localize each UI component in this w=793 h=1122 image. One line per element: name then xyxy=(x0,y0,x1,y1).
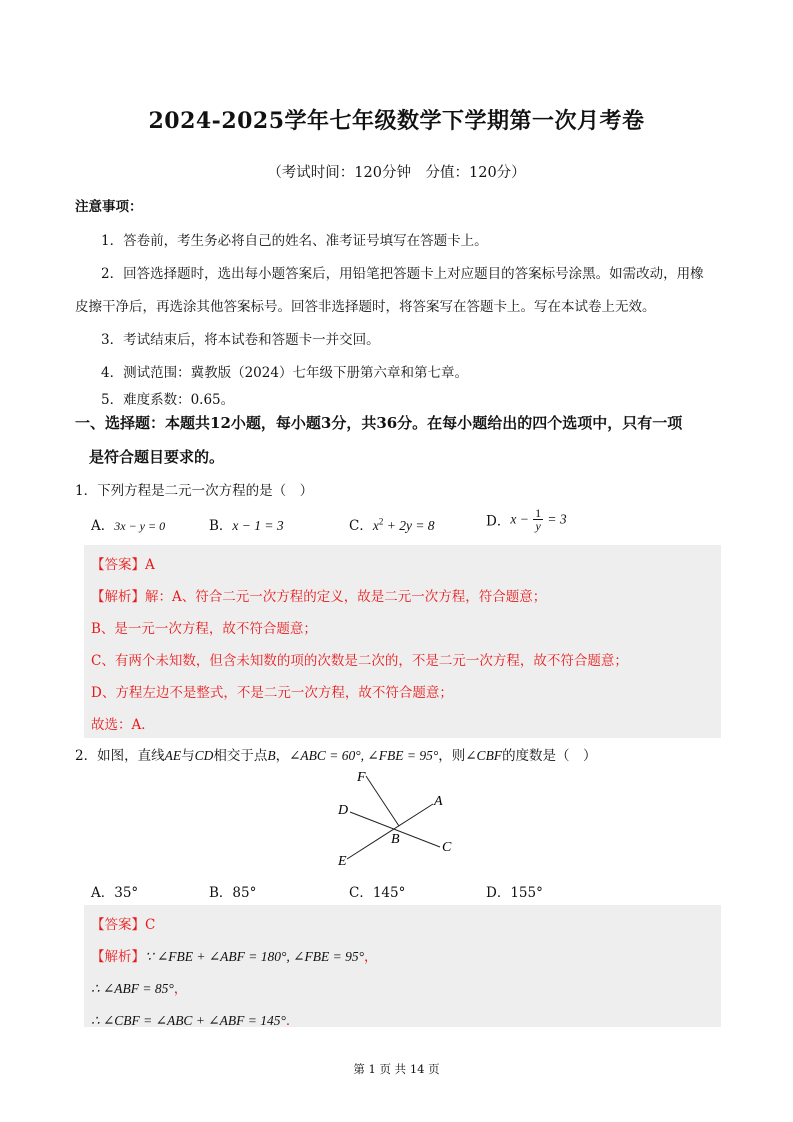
option-formula: 3x − y = 0 xyxy=(114,519,166,533)
page-title: 2024-2025学年七年级数学下学期第一次月考卷 xyxy=(148,108,645,134)
note-item: 2．回答选择题时，选出每小题答案后，用铅笔把答题卡上对应题目的答案标号涂黑。如需改动，用橡 xyxy=(101,266,704,282)
label-b: B xyxy=(391,832,400,847)
q1-analysis-line: 故选：A． xyxy=(91,717,155,733)
option-label: A． xyxy=(91,518,115,534)
section-heading-continued: 是符合题目要求的。 xyxy=(89,448,225,466)
q1-option-b xyxy=(209,514,284,534)
note-item-continued: 皮擦干净后，再选涂其他答案标号。回答非选择题时，将答案写在答题卡上。写在本试卷上无效。 xyxy=(75,299,656,315)
q2-analysis-line: ∴ ∠CBF = ∠ABC + ∠ABF = 145°． xyxy=(91,1013,300,1029)
q2-analysis-line: 【解析】∵ ∠FBE + ∠ABF = 180°, ∠FBE = 95°， xyxy=(91,949,378,965)
label-c: C xyxy=(442,840,452,855)
note-item: 5．难度系数：0.65。 xyxy=(101,392,235,408)
option-label: C． xyxy=(349,518,373,534)
exam-info: （考试时间：120分钟 分值：120分） xyxy=(267,165,526,181)
option-formula: x − xyxy=(510,511,529,527)
line-fb xyxy=(366,776,399,826)
q2-option-d: D．155° xyxy=(486,885,543,901)
q2-option-a: A．35° xyxy=(91,885,139,901)
q1-option-c xyxy=(349,514,435,534)
note-item: 1．答卷前，考生务必将自己的姓名、准考证号填写在答题卡上。 xyxy=(101,233,488,249)
label-a: A xyxy=(434,794,443,809)
question-2-stem: 2．如图，直线AE与CD相交于点B，∠ABC = 60°, ∠FBE = 95°，则∠CBF的度数是（ ） xyxy=(75,748,597,764)
q1-analysis-line: B、是一元一次方程，故不符合题意； xyxy=(91,621,317,637)
option-label: D． xyxy=(486,513,511,530)
section-heading: 一、选择题：本题共12小题，每小题3分，共36分。在每小题给出的四个选项中，只有一项 xyxy=(75,414,683,432)
q2-analysis-line: ∴ ∠ABF = 85°， xyxy=(91,981,188,997)
q2-figure xyxy=(328,768,464,872)
q2-answer-box xyxy=(84,905,721,1027)
q1-option-a xyxy=(91,514,165,534)
label-f: F xyxy=(357,770,366,785)
notes-heading: 注意事项： xyxy=(75,199,143,215)
label-e: E xyxy=(338,854,347,869)
label-d: D xyxy=(338,803,349,818)
q1-analysis-line: D、方程左边不是整式，不是二元一次方程，故不符合题意； xyxy=(91,685,453,701)
fraction: $\frac{1}{y}$ xyxy=(535,506,542,533)
option-formula: = 3 xyxy=(547,511,567,527)
note-item: 4．测试范围：冀教版（2024）七年级下册第六章和第七章。 xyxy=(101,365,468,381)
q1-answer-box xyxy=(84,545,721,738)
q1-analysis-line: 【解析】解：A、符合二元一次方程的定义，故是二元一次方程，符合题意； xyxy=(91,589,547,605)
q2-option-c: C．145° xyxy=(349,885,406,901)
option-formula: $x^2 + 2y = 8$ xyxy=(372,516,435,533)
q2-answer: 【答案】C xyxy=(91,917,156,933)
page-footer: 第 1 页 共 14 页 xyxy=(353,1062,440,1076)
option-formula: x − 1 = 3 xyxy=(232,518,284,533)
note-item: 3．考试结束后，将本试卷和答题卡一并交回。 xyxy=(101,332,380,348)
q1-analysis-line: C、有两个未知数，但含未知数的项的次数是二次的，不是二元一次方程，故不符合题意； xyxy=(91,653,628,669)
q2-option-b: B．85° xyxy=(209,885,257,901)
q1-answer: 【答案】A xyxy=(91,557,155,573)
q1-option-d xyxy=(486,507,567,532)
question-1-stem: 1．下列方程是二元一次方程的是（ ） xyxy=(75,483,314,499)
option-label: B． xyxy=(209,518,233,534)
